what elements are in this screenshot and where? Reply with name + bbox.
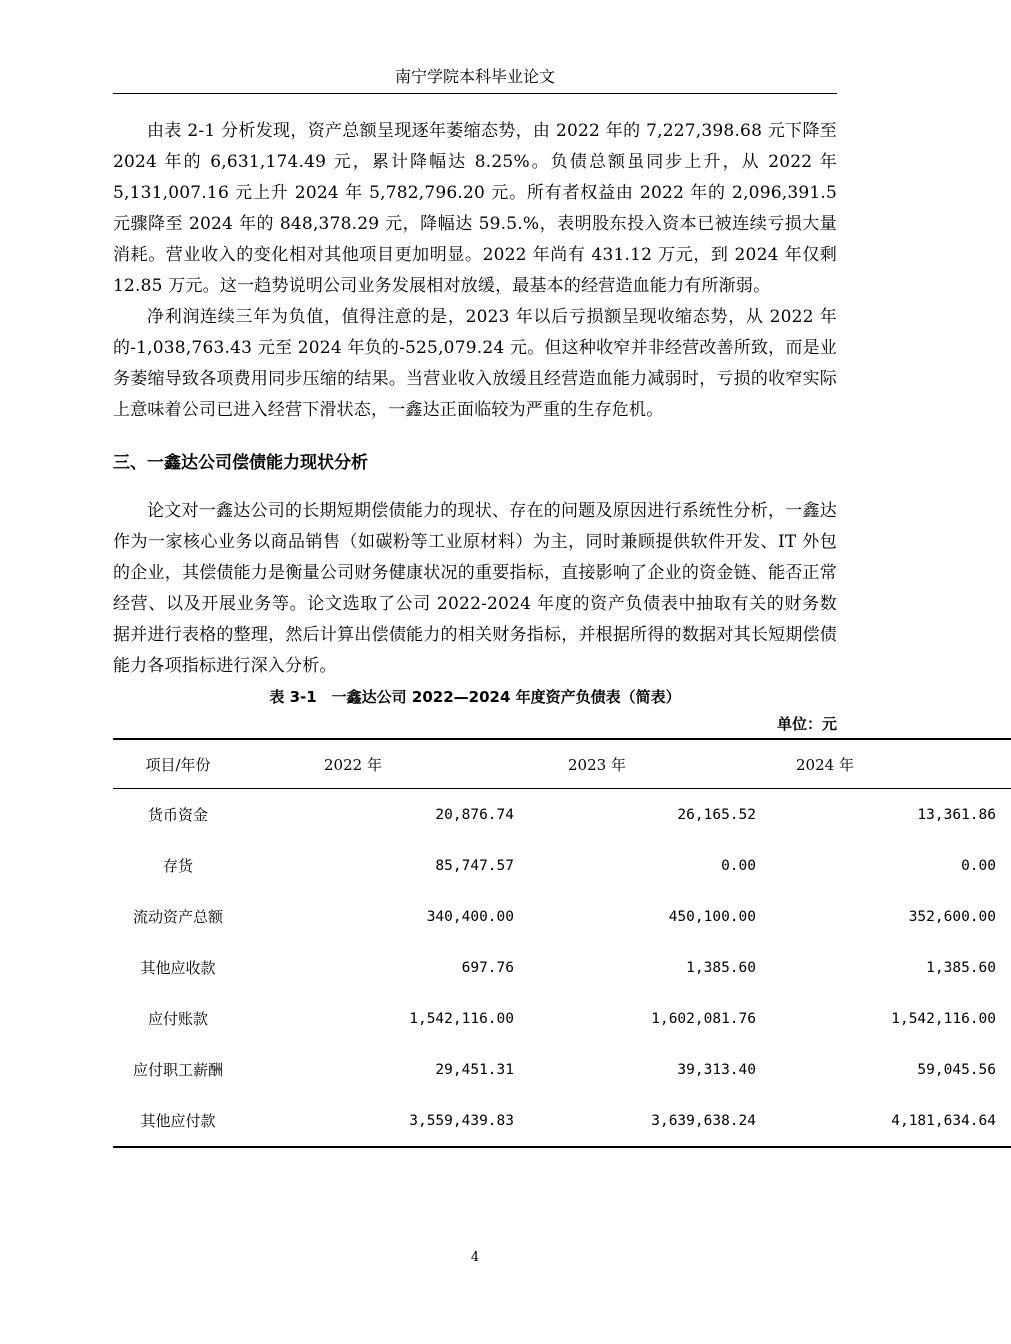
balance-sheet-table (113, 738, 1011, 1148)
header-item: 项目/年份 (113, 739, 243, 789)
cell-2024: 13,361.86 (917, 806, 996, 823)
cell-2022: 3,559,439.83 (409, 1112, 514, 1129)
table-row (113, 840, 1011, 891)
paragraph-asset-analysis: 由表 2-1 分析发现，资产总额呈现逐年萎缩态势，由 2022 年的 7,227,398.68 元下降至 2024 年的 6,631,174.49 元，累计降幅达 8.25%。负债总额虽同步上升，从 2022 年 5,131,007.16 元上升 2024 年 5,782,796.20 元。所有者权益由 2022 年的 2,096,391.5 元骤降至 2024 年的 848,378.29 元，降幅达 59.5.%，表明股东投入资本已被连续亏损大量消耗。营业收入的变化相对其他项目更加明显。2022 年尚有 431.12 万元，到 2024 年仅剩 12.85 万元。这一趋势说明公司业务发展相对放缓，最基本的经营造血能力有所渐弱。 (113, 121, 837, 296)
row-item-label: 其他应收款 (140, 959, 216, 977)
section-heading: 三、一鑫达公司偿债能力现状分析 (113, 453, 368, 473)
cell-2024: 0.00 (961, 857, 996, 874)
table-header-row (113, 739, 1011, 789)
row-item-label: 流动资产总额 (132, 908, 223, 926)
table-unit: 单位：元 (776, 715, 837, 733)
row-item-label: 应付职工薪酬 (132, 1061, 223, 1079)
cell-2022: 340,400.00 (426, 908, 514, 925)
cell-2022: 1,542,116.00 (409, 1010, 514, 1027)
table-row (113, 1095, 1011, 1147)
row-item-label: 其他应付款 (140, 1112, 216, 1130)
header-2022: 2022 年 (243, 739, 514, 789)
cell-2023: 39,313.40 (677, 1061, 756, 1078)
row-item-label: 存货 (162, 857, 193, 875)
table-caption: 表 3-1 一鑫达公司 2022—2024 年度资产负债表（简表） (269, 688, 681, 706)
cell-2024: 4,181,634.64 (891, 1112, 996, 1129)
cell-2023: 26,165.52 (677, 806, 756, 823)
paragraph-profit-analysis: 净利润连续三年为负值，值得注意的是，2023 年以后亏损额呈现收缩态势，从 2022 年的-1,038,763.43 元至 2024 年负的-525,079.24 元。但这种收窄并非经营改善所致，而是业务萎缩导致各项费用同步压缩的结果。当营业收入放缓且经营造血能力减弱时，亏损的收窄实际上意味着公司已进入经营下滑状态，一鑫达正面临较为严重的生存危机。 (113, 307, 837, 420)
analysis-block-1 (113, 116, 837, 426)
cell-2022: 20,876.74 (435, 806, 514, 823)
table-row (113, 891, 1011, 942)
running-header: 南宁学院本科毕业论文 (394, 67, 555, 86)
cell-2023: 450,100.00 (668, 908, 756, 925)
cell-2023: 1,602,081.76 (651, 1010, 756, 1027)
cell-2022: 85,747.57 (435, 857, 514, 874)
cell-2024: 1,385.60 (926, 959, 996, 976)
header-2024: 2024 年 (756, 739, 1011, 789)
paragraph-solvency-intro: 论文对一鑫达公司的长期短期偿债能力的现状、存在的问题及原因进行系统性分析，一鑫达作为一家核心业务以商品销售（如碳粉等工业原材料）为主，同时兼顾提供软件开发、IT 外包的企业，其偿债能力是衡量公司财务健康状况的重要指标，直接影响了企业的资金链、能否正常经营、以及开展业务等。论文选取了公司 2022-2024 年度的资产负债表中抽取有关的财务数据并进行表格的整理，然后计算出偿债能力的相关财务指标，并根据所得的数据对其长短期偿债能力各项指标进行深入分析。 (113, 501, 837, 676)
table-row (113, 1044, 1011, 1095)
header-rule (113, 93, 837, 94)
table-row (113, 942, 1011, 993)
page-number: 4 (470, 1250, 480, 1265)
cell-2024: 59,045.56 (917, 1061, 996, 1078)
header-2023: 2023 年 (514, 739, 756, 789)
cell-2022: 29,451.31 (435, 1061, 514, 1078)
row-item-label: 应付账款 (147, 1010, 208, 1028)
table-row (113, 993, 1011, 1044)
cell-2022: 697.76 (461, 959, 514, 976)
cell-2024: 352,600.00 (908, 908, 996, 925)
cell-2023: 0.00 (721, 857, 756, 874)
cell-2023: 3,639,638.24 (651, 1112, 756, 1129)
row-item-label: 货币资金 (147, 806, 208, 824)
cell-2023: 1,385.60 (686, 959, 756, 976)
analysis-block-2 (113, 496, 837, 682)
cell-2024: 1,542,116.00 (891, 1010, 996, 1027)
table-row (113, 789, 1011, 841)
